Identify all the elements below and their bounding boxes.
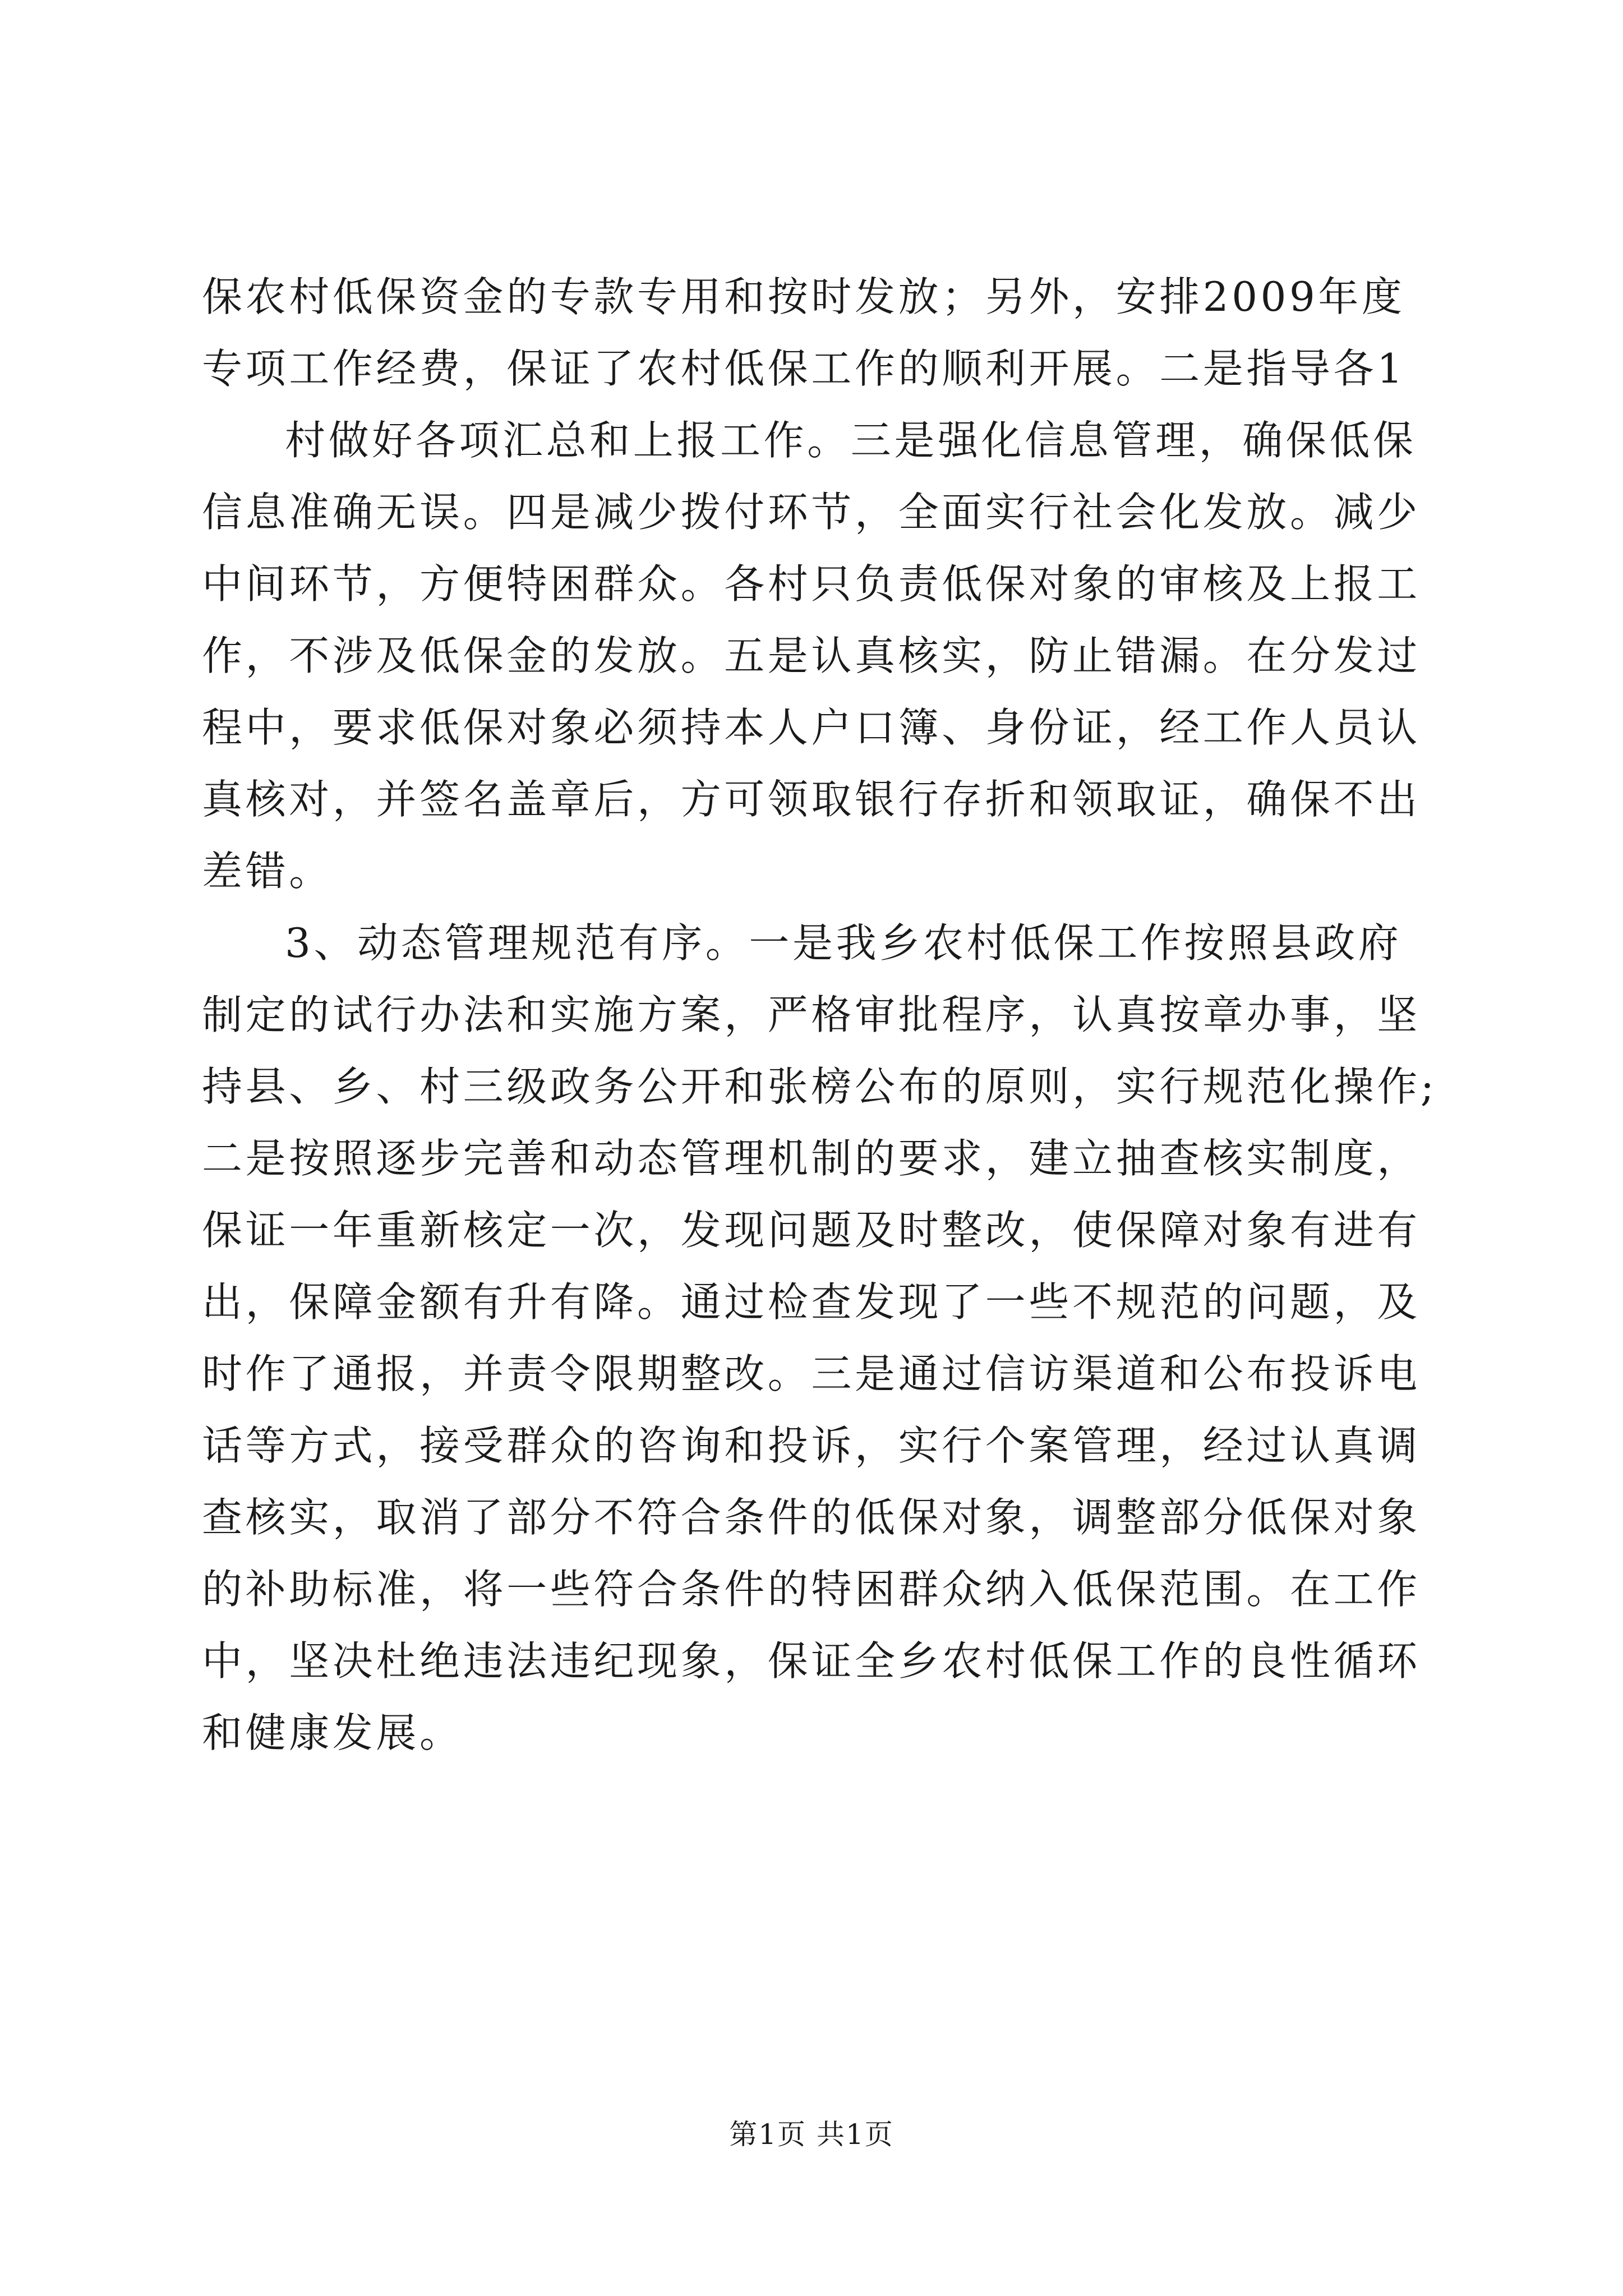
- page-footer: 第1页 共1页: [729, 2118, 894, 2151]
- text-line: 差错。: [202, 848, 333, 895]
- text-line: 程中，要求低保对象必须持本人户口簿、身份证，经工作人员认: [202, 704, 1421, 751]
- text-line: 持县、乡、村三级政务公开和张榜公布的原则，实行规范化操作;: [202, 1063, 1437, 1110]
- text-line: 出，保障金额有升有降。通过检查发现了一些不规范的问题，及: [202, 1278, 1421, 1326]
- text-line: 作，不涉及低保金的发放。五是认真核实，防止错漏。在分发过: [202, 632, 1421, 679]
- text-line: 中间环节，方便特困群众。各村只负责低保对象的审核及上报工: [202, 560, 1421, 608]
- document-body: [202, 261, 1437, 1769]
- text-line: 村做好各项汇总和上报工作。三是强化信息管理，确保低保: [285, 417, 1417, 464]
- text-line: 的补助标准，将一些符合条件的特困群众纳入低保范围。在工作: [202, 1566, 1421, 1613]
- text-line: 信息准确无误。四是减少拨付环节，全面实行社会化发放。减少: [202, 489, 1421, 536]
- text-line: 保证一年重新核定一次，发现问题及时整改，使保障对象有进有: [202, 1207, 1421, 1254]
- text-line: 专项工作经费，保证了农村低保工作的顺利开展。二是指导各1: [202, 345, 1406, 392]
- text-line: 3、动态管理规范有序。一是我乡农村低保工作按照县政府: [285, 919, 1402, 967]
- text-line: 制定的试行办法和实施方案，严格审批程序，认真按章办事，坚: [202, 991, 1421, 1038]
- text-line: 中，坚决杜绝违法违纪现象，保证全乡农村低保工作的良性循环: [202, 1637, 1421, 1685]
- text-line: 二是按照逐步完善和动态管理机制的要求，建立抽查核实制度，: [202, 1135, 1421, 1182]
- text-line: 查核实，取消了部分不符合条件的低保对象，调整部分低保对象: [202, 1494, 1421, 1541]
- text-line: 真核对，并签名盖章后，方可领取银行存折和领取证，确保不出: [202, 776, 1421, 823]
- text-line: 和健康发展。: [202, 1709, 463, 1756]
- text-line: 保农村低保资金的专款专用和按时发放；另外，安排2009年度: [202, 273, 1405, 320]
- text-line: 时作了通报，并责令限期整改。三是通过信访渠道和公布投诉电: [202, 1350, 1421, 1397]
- text-line: 话等方式，接受群众的咨询和投诉，实行个案管理，经过认真调: [202, 1422, 1421, 1469]
